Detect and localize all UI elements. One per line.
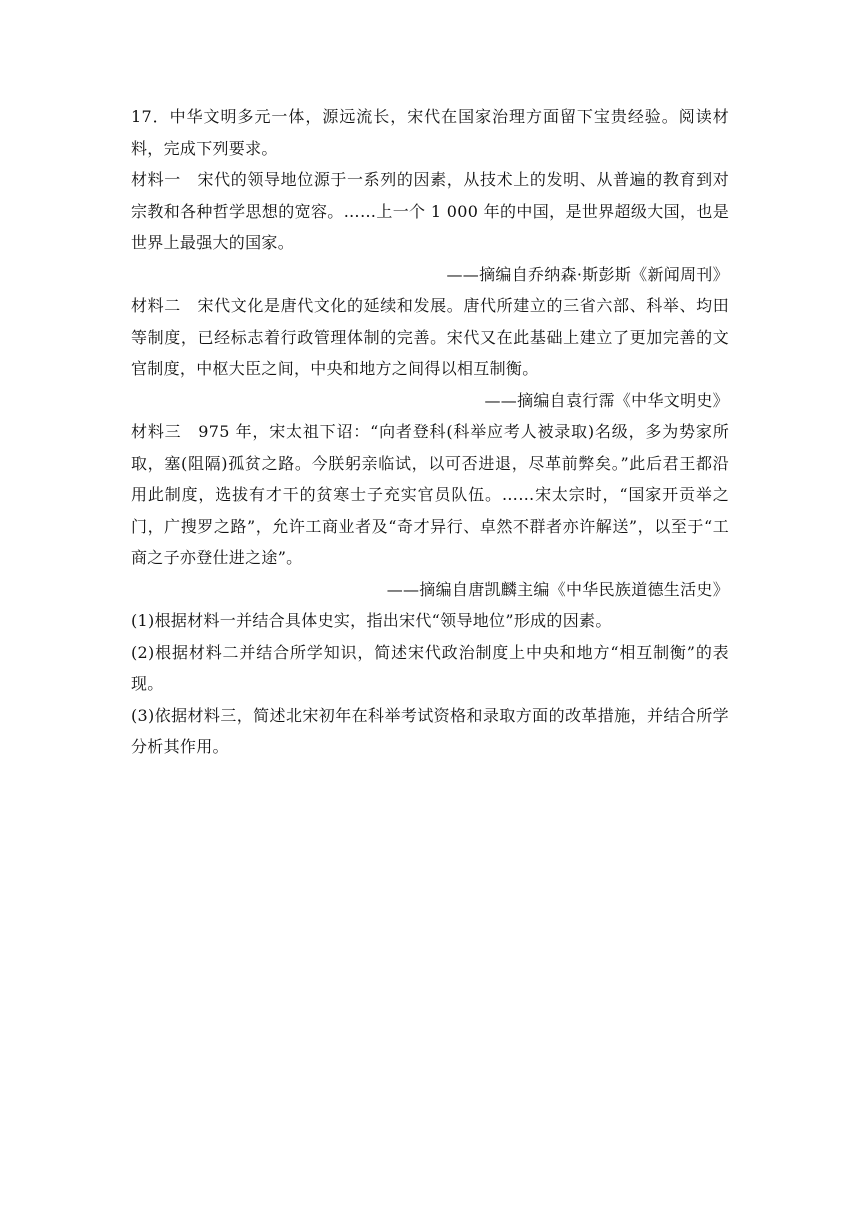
- task-1: (1)根据材料一并结合具体史实，指出宋代“领导地位”形成的因素。: [131, 611, 612, 630]
- question-intro: 17．中华文明多元一体，源远流长，宋代在国家治理方面留下宝贵经验。阅读材料，完成下列要求。: [131, 107, 729, 158]
- material-1-source: ——摘编自乔纳森·斯彭斯《新闻周刊》: [446, 264, 729, 284]
- material-1-text: 材料一 宋代的领导地位源于一系列的因素，从技术上的发明、从普遍的教育到对宗教和各种哲学思想的宽容。……上一个 1 000 年的中国，是世界超级大国，也是世界上最强大的国家。: [131, 170, 729, 252]
- material-2-text: 材料二 宋代文化是唐代文化的延续和发展。唐代所建立的三省六部、科举、均田等制度，已经标志着行政管理体制的完善。宋代又在此基础上建立了更加完善的文官制度，中枢大臣之间，中央和地方之间得以相互制衡。: [131, 296, 729, 378]
- question-17: [131, 101, 729, 763]
- material-3-source: ——摘编自唐凯麟主编《中华民族道德生活史》: [386, 579, 729, 599]
- material-2-source: ——摘编自袁行霈《中华文明史》: [484, 390, 729, 410]
- material-3-text: 材料三 975 年，宋太祖下诏：“向者登科(科举应考人被录取)名级，多为势家所取，塞(阻隔)孤贫之路。今朕躬亲临试，以可否进退，尽革前弊矣。”此后君王都沿用此制度，选拔有才干的贫寒士子充实官员队伍。……宋太宗时，“国家开贡举之门，广搜罗之路”，允许工商业者及“奇才异行、卓然不群者亦许解送”，以至于“工商之子亦登仕进之途”。: [131, 422, 729, 567]
- task-2: (2)根据材料二并结合所学知识，简述宋代政治制度上中央和地方“相互制衡”的表现。: [131, 642, 729, 693]
- task-3: (3)依据材料三，简述北宋初年在科举考试资格和录取方面的改革措施，并结合所学分析其作用。: [131, 705, 729, 756]
